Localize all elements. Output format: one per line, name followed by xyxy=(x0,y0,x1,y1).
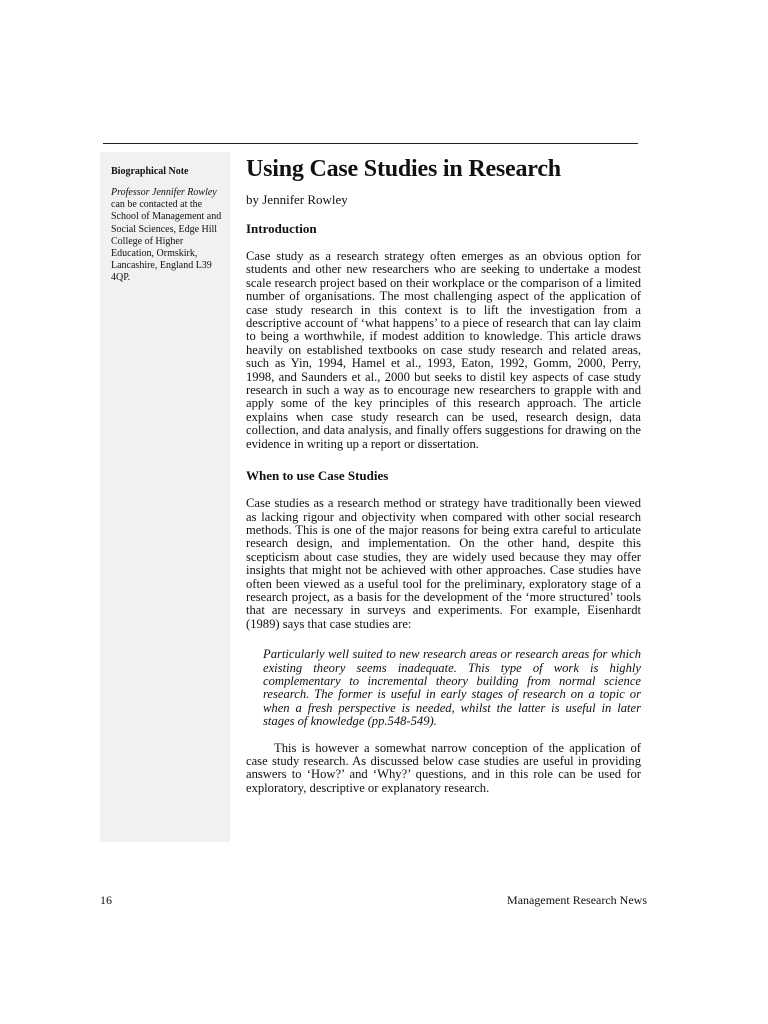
sidebar-heading: Biographical Note xyxy=(111,166,189,177)
introduction-paragraph: Case study as a research strategy often emerges as an obvious option for students and other new researchers who are seeking to undertake a modest scale research project based on their workplace or the comparison of a limited number of organisations. The most challenging aspect of the application of case study research in this context is to lift the investigation from a descriptive account of ‘what happens’ to a piece of research that can lay claim to being a worthwhile, if modest addition to knowledge. This article draws heavily on established textbooks on case study research and related areas, such as Yin, 1994, Hamel et al., 1993, Eaton, 1992, Gomm, 2000, Perry, 1998, and Saunders et al., 2000 but seeks to distil key aspects of case study research in such a way as to encourage new researchers to grapple with and apply some of the key principles of this research approach. The article explains when case study research can be used, research design, data collection, and data analysis, and finally offers suggestions for drawing on the evidence in writing up a report or dissertation. xyxy=(246,249,641,451)
page-number: 16 xyxy=(100,893,112,907)
top-rule xyxy=(103,143,638,144)
article-byline: by Jennifer Rowley xyxy=(246,192,348,207)
author-name: Professor Jennifer Rowley xyxy=(111,187,217,198)
closing-paragraph: This is however a somewhat narrow conception of the application of case study research. As discussed below case studies are useful in providing answers to ‘How?’ and ‘Why?’ questions, and in this role can be used for exploratory, descriptive or explanatory research. xyxy=(246,740,641,795)
section-heading-introduction: Introduction xyxy=(246,221,317,236)
biographical-note-sidebar xyxy=(100,152,230,842)
article-title: Using Case Studies in Research xyxy=(246,156,561,182)
journal-name: Management Research News xyxy=(507,893,647,907)
when-to-use-paragraph: Case studies as a research method or strategy have traditionally been viewed as lacking rigour and objectivity when compared with other social research methods. This is one of the major reasons for being extra careful to articulate research design, and implementation. On the other hand, despite this scepticism about case studies, they are widely used because they may offer insights that might not be achieved with other approaches. Case studies have often been viewed as a useful tool for the preliminary, exploratory stage of a research project, as a basis for the development of the ‘more structured’ tools that are necessary in surveys and experiments. For example, Eisenhardt (1989) says that case studies are: xyxy=(246,496,641,631)
author-contact: can be contacted at the School of Management and Social Sciences, Edge Hill College of Higher Education, Ormskirk, Lancashire, England L39 4QP. xyxy=(111,199,222,284)
block-quote: Particularly well suited to new research areas or research areas for which existing theory seems inadequate. This type of work is highly complementary to incremental theory building from normal science research. The former is useful in early stages of research on a topic or when a fresh perspective is needed, whilst the latter is useful in later stages of knowledge (pp.548-549). xyxy=(263,647,641,729)
article-body xyxy=(246,153,641,795)
biographical-note-text xyxy=(111,187,222,285)
section-heading-when-to-use: When to use Case Studies xyxy=(246,468,389,484)
